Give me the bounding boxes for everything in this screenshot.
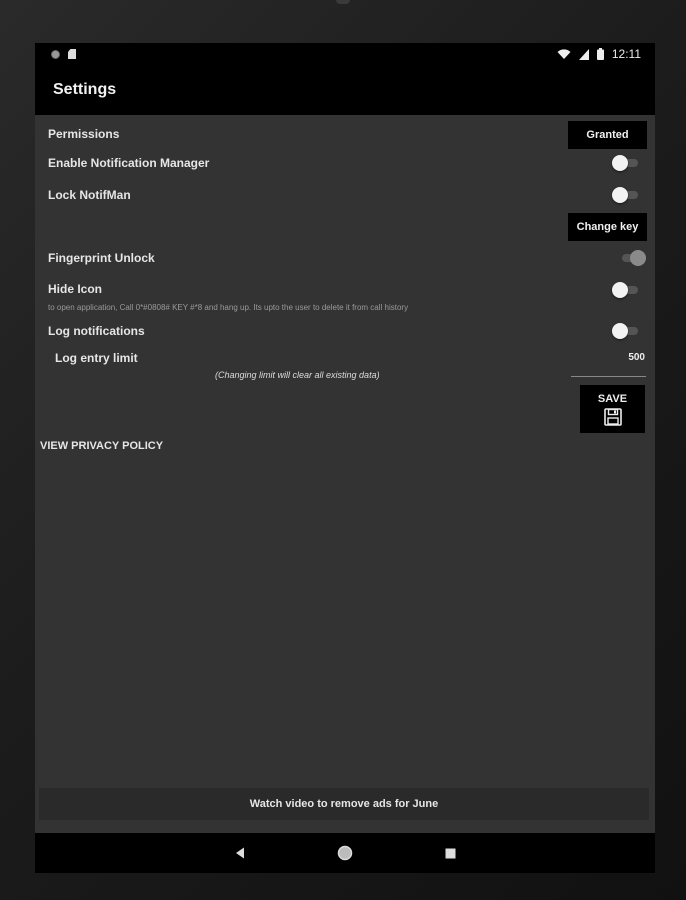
hide-icon-hint: to open application, Call 0*#0808# KEY #*8 and hang up. Its upto the user to delete it from call history <box>48 303 409 312</box>
app-toolbar <box>35 65 655 115</box>
lock-notifman-label: Lock NotifMan <box>48 188 131 202</box>
log-notifications-switch[interactable] <box>612 323 638 339</box>
switch-thumb <box>612 187 628 203</box>
fingerprint-unlock-switch[interactable] <box>620 250 646 266</box>
system-nav-bar <box>35 833 655 873</box>
sd-card-icon <box>68 49 76 59</box>
switch-thumb <box>630 250 646 266</box>
watch-video-remove-ads-button[interactable] <box>39 788 649 820</box>
enable-notification-manager-label: Enable Notification Manager <box>48 156 210 170</box>
ad-bar-label: Watch video to remove ads for June <box>249 798 439 810</box>
permissions-granted-button[interactable]: Granted <box>568 121 647 149</box>
lock-notifman-switch[interactable] <box>612 187 638 203</box>
fingerprint-unlock-label: Fingerprint Unlock <box>48 251 155 265</box>
wifi-icon <box>557 49 571 60</box>
log-entry-limit-label: Log entry limit <box>55 351 138 365</box>
page-title: Settings <box>53 81 117 98</box>
recents-button[interactable] <box>440 843 460 863</box>
permissions-label: Permissions <box>48 127 120 141</box>
log-entry-limit-input[interactable]: 500 <box>628 352 645 363</box>
switch-thumb <box>612 323 628 339</box>
device-camera-notch <box>336 0 350 4</box>
home-button[interactable] <box>335 843 355 863</box>
status-time: 12:11 <box>611 47 641 61</box>
save-label: SAVE <box>597 392 628 405</box>
log-notifications-label: Log notifications <box>48 324 145 338</box>
status-right <box>557 47 641 61</box>
log-entry-limit-underline <box>571 376 646 377</box>
recents-icon <box>445 848 456 859</box>
view-privacy-policy-link[interactable]: VIEW PRIVACY POLICY <box>40 440 164 452</box>
home-icon <box>337 845 353 861</box>
save-button[interactable] <box>580 385 645 433</box>
status-left <box>51 49 76 59</box>
change-key-button[interactable]: Change key <box>568 213 647 241</box>
floppy-disk-icon <box>604 408 622 426</box>
enable-notification-manager-switch[interactable] <box>612 155 638 171</box>
hide-icon-label: Hide Icon <box>48 282 103 296</box>
device-screen <box>35 43 655 873</box>
back-button[interactable] <box>230 843 250 863</box>
notification-dot-icon <box>51 50 60 59</box>
battery-icon <box>597 48 604 60</box>
switch-thumb <box>612 155 628 171</box>
switch-thumb <box>612 282 628 298</box>
back-icon <box>235 847 245 859</box>
settings-content <box>35 115 655 791</box>
hide-icon-switch[interactable] <box>612 282 638 298</box>
status-bar <box>35 43 655 65</box>
signal-icon <box>579 49 589 60</box>
log-entry-limit-note: (Changing limit will clear all existing data) <box>215 370 380 380</box>
